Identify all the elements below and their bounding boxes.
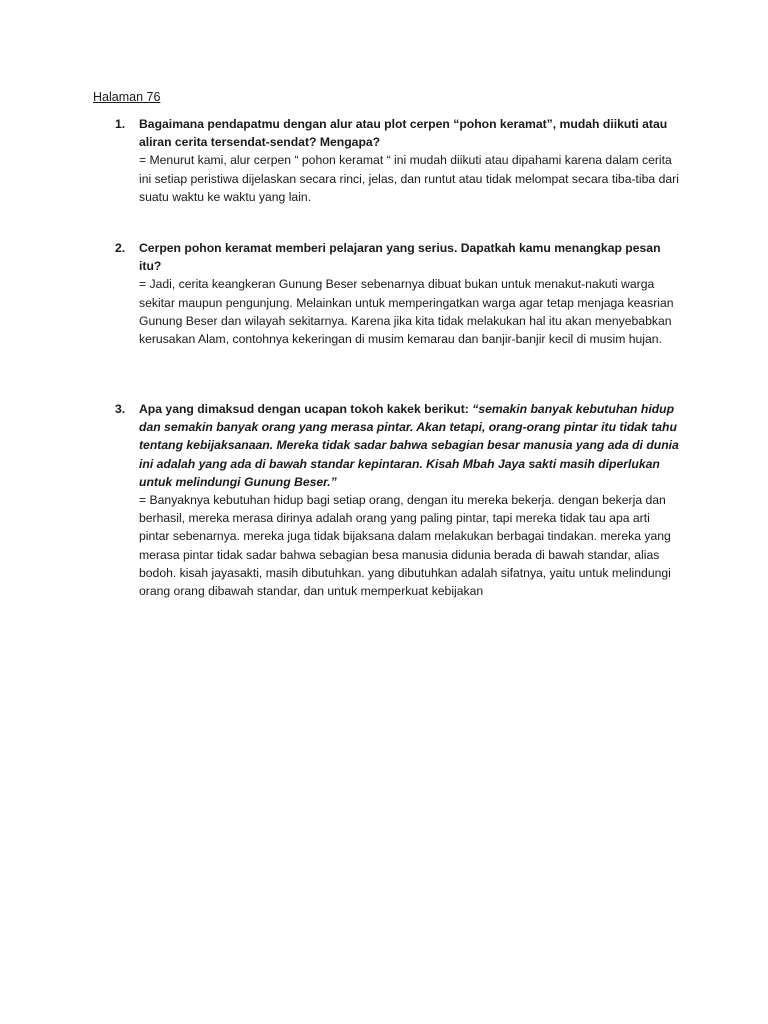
answer-text: = Menurut kami, alur cerpen “ pohon keramat “ ini mudah diikuti atau dipahami karena dalam cerita ini setiap peristiwa dijelaskan secara rinci, jelas, dan runtut atau tidak melompat secara tiba-tiba dari suatu waktu ke waktu yang lain. <box>139 153 679 204</box>
question-text: Cerpen pohon keramat memberi pelajaran yang serius. Dapatkah kamu menangkap pesan itu? <box>139 241 661 274</box>
question-item-1 <box>115 115 679 206</box>
question-item-3 <box>115 400 679 600</box>
question-number: 1. <box>115 117 126 131</box>
question-number: 2. <box>115 241 126 255</box>
question-intro: Apa yang dimaksud dengan ucapan tokoh kakek berikut: <box>139 402 473 416</box>
question-text <box>139 400 679 491</box>
question-text: Bagaimana pendapatmu dengan alur atau plot cerpen “pohon keramat”, mudah diikuti atau aliran cerita tersendat-sendat? Mengapa? <box>139 117 668 150</box>
answer-text: = Jadi, cerita keangkeran Gunung Beser sebenarnya dibuat bukan untuk menakut-nakuti warga sekitar maupun pengunjung. Melainkan untuk memperingatkan warga agar tetap menjaga keasrian Gunung Beser dan wilayah sekitarnya. Karena jika kita tidak melakukan hal itu akan menyebabkan kerusakan Alam, contohnya kekeringan di musim kemarau dan banjir-banjir kecil di musim hujan. <box>139 277 674 347</box>
page-heading: Halaman 76 <box>93 90 161 104</box>
answer-text: = Banyaknya kebutuhan hidup bagi setiap orang, dengan itu mereka bekerja. dengan bekerja dan berhasil, mereka merasa dirinya adalah orang yang paling pintar, tapi mereka tidak tau apa arti pintar sebenarnya. mereka juga tidak bijaksana dalam melakukan berbagai tindakan. mereka yang merasa pintar tidak sadar bahwa sebagian besa manusia didunia berada di bawah standar, alias bodoh. kisah jayasakti, masih dibutuhkan. yang dibutuhkan adalah sifatnya, yaitu untuk melindungi orang orang dibawah standar, dan untuk memperkuat kebijakan <box>139 493 671 599</box>
question-quote: “semakin banyak kebutuhan hidup dan semakin banyak orang yang merasa pintar. Akan tetapi, orang-orang pintar itu tidak tahu tentang kebijaksanaan. Mereka tidak sadar bahwa sebagian besar manusia yang ada di dunia ini adalah yang ada di bawah standar kepintaran. Kisah Mbah Jaya sakti masih diperlukan untuk melindungi Gunung Beser.” <box>139 402 679 489</box>
question-item-2 <box>115 239 679 348</box>
question-number: 3. <box>115 402 126 416</box>
